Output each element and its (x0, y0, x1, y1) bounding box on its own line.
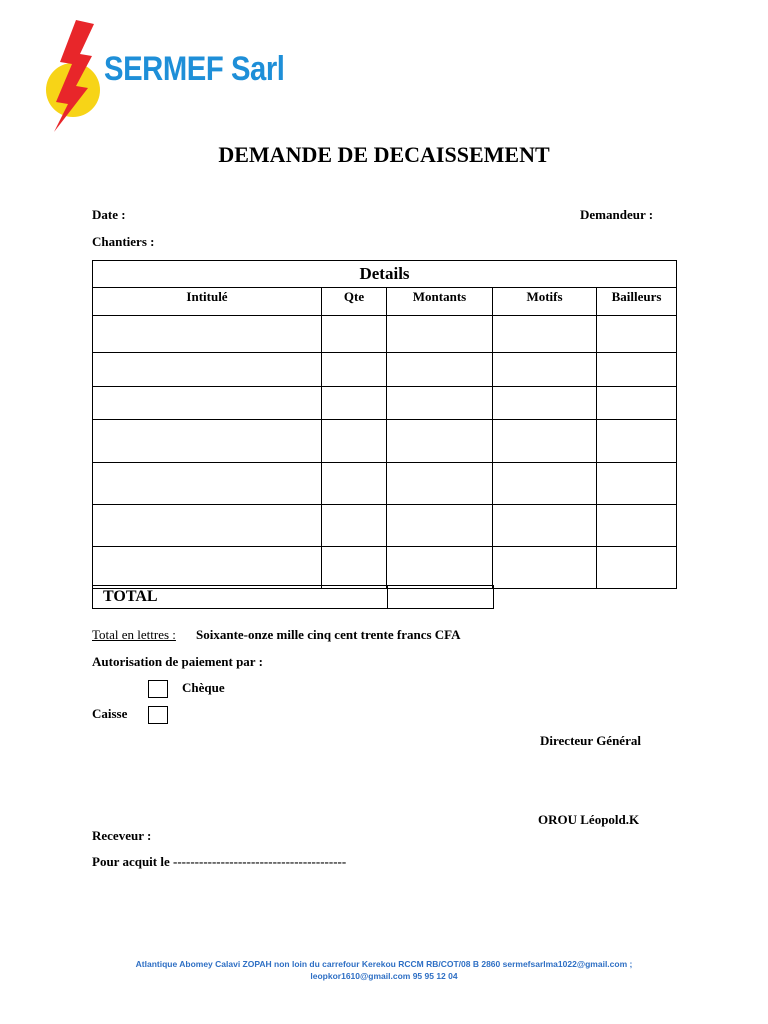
payment-authorization-label: Autorisation de paiement par : (92, 654, 263, 669)
table-cell[interactable] (93, 387, 322, 420)
table-cell[interactable] (493, 353, 597, 387)
table-cell[interactable] (493, 316, 597, 353)
table-cell[interactable] (597, 353, 677, 387)
details-column-headers (93, 288, 677, 316)
director-name: OROU Léopold.K (538, 812, 640, 827)
table-cell[interactable] (93, 316, 322, 353)
table-cell[interactable] (387, 316, 493, 353)
table-cell[interactable] (493, 505, 597, 547)
table-row (93, 463, 677, 505)
date-label: Date : (92, 207, 126, 222)
table-cell[interactable] (322, 547, 387, 589)
table-cell[interactable] (493, 387, 597, 420)
table-cell[interactable] (322, 505, 387, 547)
table-cell[interactable] (93, 505, 322, 547)
column-header-montants: Montants (387, 288, 493, 316)
table-cell[interactable] (493, 463, 597, 505)
table-cell[interactable] (322, 463, 387, 505)
column-header-intitule: Intitulé (93, 288, 322, 316)
column-header-bailleurs: Bailleurs (597, 288, 677, 316)
cash-label: Caisse (92, 706, 128, 721)
details-table-title: Details (93, 261, 677, 288)
table-row (93, 316, 677, 353)
cheque-checkbox[interactable] (148, 680, 168, 698)
document-title: DEMANDE DE DECAISSEMENT (218, 142, 550, 167)
table-row (93, 420, 677, 463)
sites-label: Chantiers : (92, 234, 155, 249)
table-cell[interactable] (597, 547, 677, 589)
total-value-cell[interactable] (388, 586, 494, 609)
amount-words-value: Soixante-onze mille cinq cent trente francs CFA (196, 627, 461, 642)
sites-field[interactable] (164, 230, 464, 250)
table-cell[interactable] (93, 420, 322, 463)
date-field[interactable] (132, 203, 432, 223)
table-cell[interactable] (387, 387, 493, 420)
footer-line-2: leopkor1610@gmail.com 95 95 12 04 (310, 971, 458, 981)
requester-field[interactable] (664, 203, 744, 223)
table-row (93, 505, 677, 547)
table-cell[interactable] (597, 463, 677, 505)
column-header-motifs: Motifs (493, 288, 597, 316)
table-cell[interactable] (493, 420, 597, 463)
lightning-bolt-logo-icon (40, 18, 104, 134)
table-cell[interactable] (597, 387, 677, 420)
table-row (93, 353, 677, 387)
acquittal-dashes: ---------------------------------------- (173, 854, 347, 869)
brand-name: SERMEF Sarl (104, 50, 285, 88)
table-cell[interactable] (93, 463, 322, 505)
total-table (92, 585, 494, 609)
table-cell[interactable] (597, 420, 677, 463)
requester-label: Demandeur : (580, 207, 654, 222)
cheque-label: Chèque (182, 680, 225, 695)
table-cell[interactable] (322, 387, 387, 420)
footer-line-1: Atlantique Abomey Calavi ZOPAH non loin du carrefour Kerekou RCCM RB/COT/08 B 2860 sermefsarlma1022@gmail.com ; (135, 959, 633, 969)
table-cell[interactable] (93, 353, 322, 387)
table-cell[interactable] (597, 316, 677, 353)
table-cell[interactable] (93, 547, 322, 589)
acquittal-label: Pour acquit le (92, 854, 170, 869)
receiver-label: Receveur : (92, 828, 152, 843)
table-cell[interactable] (322, 353, 387, 387)
acquittal-line (92, 854, 346, 870)
director-title: Directeur Général (540, 733, 641, 748)
table-cell[interactable] (387, 353, 493, 387)
column-header-qte: Qte (322, 288, 387, 316)
table-cell[interactable] (387, 505, 493, 547)
footer-contact (0, 958, 768, 982)
table-cell[interactable] (387, 547, 493, 589)
total-label: TOTAL (93, 586, 388, 609)
details-table (92, 260, 677, 589)
table-cell[interactable] (493, 547, 597, 589)
amount-words-label: Total en lettres : (92, 627, 176, 642)
table-cell[interactable] (322, 420, 387, 463)
table-row (93, 547, 677, 589)
table-cell[interactable] (387, 420, 493, 463)
table-cell[interactable] (597, 505, 677, 547)
cash-checkbox[interactable] (148, 706, 168, 724)
table-cell[interactable] (322, 316, 387, 353)
table-row (93, 387, 677, 420)
table-cell[interactable] (387, 463, 493, 505)
